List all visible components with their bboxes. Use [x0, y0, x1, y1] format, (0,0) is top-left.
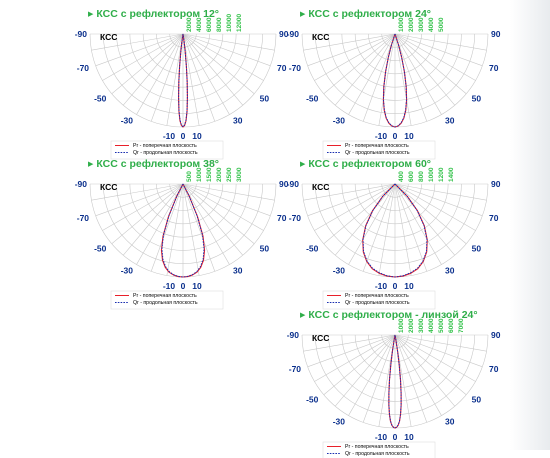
polar-chart: [286, 167, 501, 307]
legend-entry: Pr - поперечная плоскость: [345, 444, 409, 450]
radial-tick-label: 2000: [216, 167, 223, 182]
angle-label: -90: [74, 179, 87, 189]
radial-tick-label: 5000: [438, 17, 445, 32]
angle-label: 10: [404, 432, 414, 442]
angle-label: 10: [404, 131, 414, 141]
arrow-icon: ▶: [300, 312, 306, 319]
chart-title-text: КСС с рефлектором 38°: [96, 158, 219, 170]
angle-label: -10: [162, 131, 176, 141]
radial-tick-label: 2500: [226, 167, 233, 182]
polar-grid: [302, 34, 488, 127]
radial-tick-label: 8000: [216, 17, 223, 32]
angle-label: -90: [286, 29, 299, 39]
radial-tick-label: 500: [186, 171, 193, 182]
angle-label: -90: [286, 179, 299, 189]
angle-label: 30: [233, 265, 243, 276]
angle-label: -90: [74, 29, 87, 39]
radial-tick-label: 1500: [206, 167, 213, 182]
angle-label: -70: [288, 63, 302, 74]
angle-label: -10: [374, 432, 388, 442]
radial-tick-label: 12000: [236, 13, 243, 32]
kss-label: КСС: [312, 333, 330, 343]
radial-tick-label: 3000: [418, 318, 425, 333]
angle-label: 50: [259, 243, 270, 254]
angle-label: 30: [445, 416, 455, 427]
legend-entry: Pr - поперечная плоскость: [345, 293, 409, 299]
legend-entry: Qr - продольная плоскость: [345, 451, 410, 457]
angle-label: -30: [120, 115, 133, 126]
angle-label: 90: [491, 330, 501, 340]
polar-chart: [286, 17, 501, 157]
radial-tick-label: 5000: [438, 318, 445, 333]
chart-title-text: КСС с рефлектором 24°: [308, 8, 431, 20]
radial-tick-label: 4000: [428, 318, 435, 333]
chart-title-text: КСС с рефлектором 60°: [308, 158, 431, 170]
angle-label: 50: [471, 93, 482, 104]
legend-entry: Pr - поперечная плоскость: [133, 143, 197, 149]
legend-entry: Qr - продольная плоскость: [133, 300, 198, 306]
arrow-icon: ▶: [300, 161, 306, 168]
kss-label: КСС: [100, 182, 118, 192]
legend-entry: Pr - поперечная плоскость: [345, 143, 409, 149]
angle-label: -10: [162, 281, 176, 291]
radial-tick-label: 2000: [408, 318, 415, 333]
radial-tick-label: 10000: [226, 13, 233, 32]
radial-tick-label: 800: [418, 171, 425, 182]
radial-tick-label: 4000: [196, 17, 203, 32]
angle-label: -10: [374, 281, 388, 291]
radial-tick-label: 7000: [458, 318, 465, 333]
angle-label: 50: [471, 394, 482, 405]
angle-label: 50: [259, 93, 270, 104]
radial-tick-label: 400: [398, 171, 405, 182]
radial-tick-label: 4000: [428, 17, 435, 32]
radial-tick-label: 3000: [418, 17, 425, 32]
chart-title-text: КСС с рефлектором 12°: [96, 8, 219, 20]
polar-chart: [286, 318, 501, 458]
radial-tick-label: 6000: [448, 318, 455, 333]
angle-label: -70: [288, 213, 302, 224]
angle-label: -50: [306, 243, 319, 254]
angle-label: -50: [94, 243, 107, 254]
legend-entry: Qr - продольная плоскость: [345, 150, 410, 156]
angle-label: 70: [276, 213, 287, 224]
radial-tick-label: 6000: [206, 17, 213, 32]
kss-label: КСС: [312, 32, 330, 42]
legend-entry: Qr - продольная плоскость: [345, 300, 410, 306]
angle-label: 70: [488, 213, 499, 224]
angle-label: -10: [374, 131, 388, 141]
radial-tick-label: 600: [408, 171, 415, 182]
chart-title: [300, 4, 431, 18]
angle-label: 10: [192, 281, 202, 291]
angle-label: 90: [279, 29, 289, 39]
polar-grid: [302, 335, 488, 428]
polar-grid: [90, 184, 276, 277]
angle-label: 90: [491, 29, 501, 39]
radial-tick-label: 1000: [196, 167, 203, 182]
radial-tick-label: 1000: [428, 167, 435, 182]
polar-grid: [302, 184, 488, 277]
legend-entry: Pr - поперечная плоскость: [133, 293, 197, 299]
background-gradient: [510, 0, 550, 450]
angle-label: 50: [471, 243, 482, 254]
arrow-icon: ▶: [300, 11, 306, 18]
kss-label: КСС: [100, 32, 118, 42]
angle-label: -70: [76, 213, 90, 224]
angle-label: 10: [404, 281, 414, 291]
angle-label: -30: [332, 115, 345, 126]
angle-label: 0: [180, 131, 186, 141]
kss-label: КСС: [312, 182, 330, 192]
chart-title-text: КСС с рефлектором - линзой 24°: [308, 309, 478, 321]
polar-grid: [90, 34, 276, 127]
angle-label: 70: [488, 364, 499, 375]
angle-label: 70: [488, 63, 499, 74]
angle-label: -30: [120, 265, 133, 276]
arrow-icon: ▶: [88, 11, 94, 18]
angle-label: -30: [332, 416, 345, 427]
chart-title: [88, 4, 219, 18]
angle-label: -50: [94, 93, 107, 104]
angle-label: 30: [445, 265, 455, 276]
chart-title: [300, 305, 478, 319]
chart-title: [300, 154, 431, 168]
radial-tick-label: 3000: [236, 167, 243, 182]
angle-label: -90: [286, 330, 299, 340]
arrow-icon: ▶: [88, 161, 94, 168]
angle-label: 90: [279, 179, 289, 189]
radial-tick-label: 1400: [448, 167, 455, 182]
angle-label: 70: [276, 63, 287, 74]
radial-tick-label: 1000: [398, 17, 405, 32]
angle-label: 30: [445, 115, 455, 126]
angle-label: -50: [306, 93, 319, 104]
radial-tick-label: 1200: [438, 167, 445, 182]
radial-tick-label: 2000: [408, 17, 415, 32]
angle-label: 0: [180, 281, 186, 291]
polar-chart: [74, 167, 289, 307]
angle-label: 0: [392, 281, 398, 291]
angle-label: 0: [392, 432, 398, 442]
angle-label: -70: [288, 364, 302, 375]
angle-label: 30: [233, 115, 243, 126]
angle-label: 0: [392, 131, 398, 141]
angle-label: 10: [192, 131, 202, 141]
chart-title: [88, 154, 219, 168]
radial-tick-label: 2000: [186, 17, 193, 32]
legend-entry: Qr - продольная плоскость: [133, 150, 198, 156]
angle-label: -70: [76, 63, 90, 74]
angle-label: -50: [306, 394, 319, 405]
radial-tick-label: 1000: [398, 318, 405, 333]
angle-label: -30: [332, 265, 345, 276]
angle-label: 90: [491, 179, 501, 189]
